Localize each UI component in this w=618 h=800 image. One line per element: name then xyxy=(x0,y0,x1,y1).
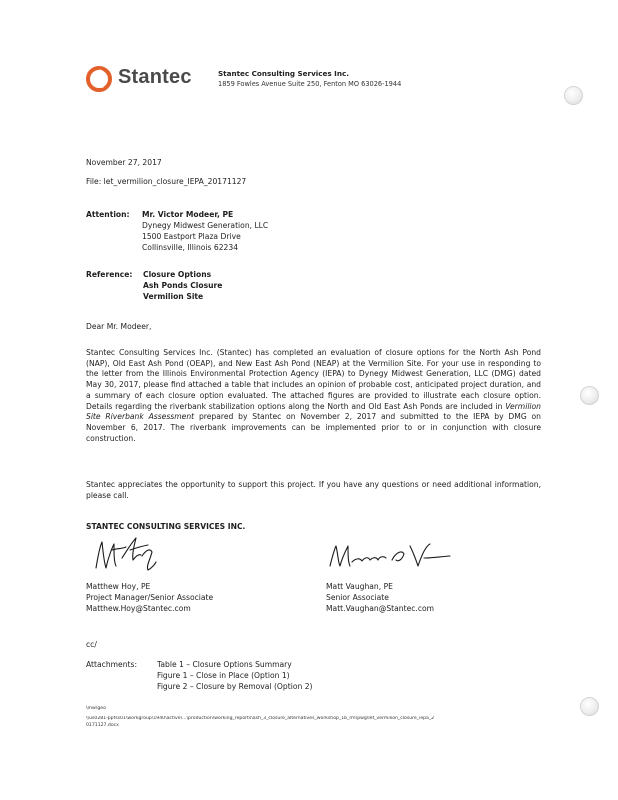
signer1-name: Matthew Hoy, PE xyxy=(86,582,151,591)
punch-hole-icon xyxy=(580,386,599,405)
attention-label: Attention: xyxy=(86,210,130,219)
recipient-name: Mr. Victor Modeer, PE xyxy=(142,210,234,219)
recipient-street: 1500 Eastport Plaza Drive xyxy=(142,232,241,241)
signature-matt-vaughan xyxy=(326,536,454,572)
file-reference: File: let_vermilion_closure_IEPA_20171127 xyxy=(86,177,247,186)
attachments-label: Attachments: xyxy=(86,660,138,669)
reference-line: Ash Ponds Closure xyxy=(143,281,223,290)
logo-wordmark: Stantec xyxy=(118,66,192,88)
reference-label: Reference: xyxy=(86,270,133,279)
body-paragraph-2: Stantec appreciates the opportunity to support this project. If you have any questions or need additional information, please call. xyxy=(86,480,541,500)
salutation: Dear Mr. Modeer, xyxy=(86,322,152,331)
closing-company: STANTEC CONSULTING SERVICES INC. xyxy=(86,522,246,531)
header-company: Stantec Consulting Services Inc. xyxy=(218,69,349,78)
punch-hole-icon xyxy=(580,697,599,716)
signer2-title: Senior Associate xyxy=(326,593,389,602)
stantec-logo-icon xyxy=(86,66,112,92)
signer2-name: Matt Vaughan, PE xyxy=(326,582,393,591)
recipient-company: Dynegy Midwest Generation, LLC xyxy=(142,221,269,230)
attachment-item: Figure 2 – Closure by Removal (Option 2) xyxy=(157,682,313,691)
body-paragraph-1: Stantec Consulting Services Inc. (Stantec) has completed an evaluation of closure options for the North Ash Pond (NAP), Old East Ash Pond (OEAP), and New East Ash Pond (NEAP) at the Vermilion Site. For your use in responding to the letter from the Illinois Environmental Protection Agency (IEPA) to Dynegy Midwest Generation, LLC (DMG) dated May 30, 2017, please find attached a table that includes an opinion of probable cost, anticipated project duration, and a summary of each closure option evaluated. The attached figures are provided to illustrate each closure option. Details regarding the riverbank stabilization options along the North and Old East Ash Ponds are included in Vermilion Site Riverbank Assessment prepared by Stantec on November 2, 2017 and submitted to the IEPA by DMG on November 6, 2017. The riverbank improvements can be implemented prior to or in conjunction with closure construction. xyxy=(86,348,541,443)
footer-initials: \mw\geo xyxy=(86,706,106,711)
recipient-city: Collinsville, Illinois 62234 xyxy=(142,243,239,252)
attachment-item: Table 1 – Closure Options Summary xyxy=(157,660,292,669)
footer-file-path-cont: 0171127.docx xyxy=(86,723,119,728)
signer1-email: Matthew.Hoy@Stantec.com xyxy=(86,604,191,613)
signature-matthew-hoy xyxy=(92,528,160,576)
reference-line: Vermilion Site xyxy=(143,292,204,301)
letter-date: November 27, 2017 xyxy=(86,158,162,167)
attachment-item: Figure 1 – Close in Place (Option 1) xyxy=(157,671,290,680)
punch-hole-icon xyxy=(564,86,583,105)
header-address: 1859 Fowles Avenue Suite 250, Fenton MO 63026-1944 xyxy=(218,80,402,88)
cc-line: cc/ xyxy=(86,640,97,649)
signer1-title: Project Manager/Senior Associate xyxy=(86,593,214,602)
footer-file-path: \\us0281-ppfss01\workgroup\1940\active\...\production\working_reports\ash_3_closure_alternatives_workshop_1b_rm\pwg\let_vermilion_closure_iepa_2 xyxy=(86,716,435,721)
riverbank-report-title: Vermilion Site Riverbank Assessment xyxy=(86,401,541,422)
signer2-email: Matt.Vaughan@Stantec.com xyxy=(326,604,435,613)
reference-line: Closure Options xyxy=(143,270,212,279)
